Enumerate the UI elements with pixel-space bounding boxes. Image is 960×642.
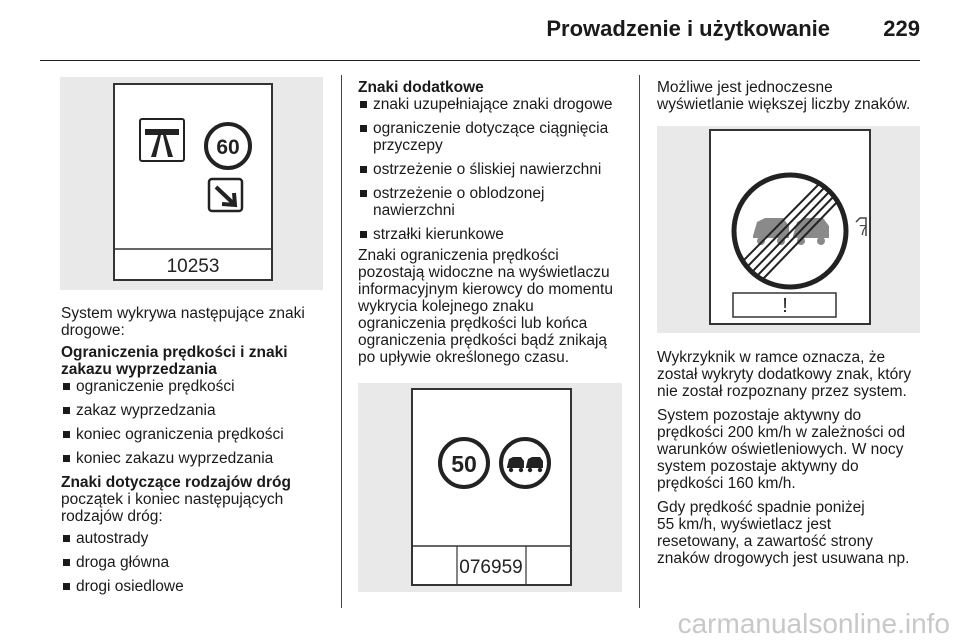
- list-item: koniec zakazu wyprzedzania: [61, 450, 331, 467]
- list-item: ograniczenie prędkości: [61, 378, 331, 395]
- page-number: 229: [883, 16, 920, 41]
- page-header-title: Prowadzenie i użytkowanie: [546, 16, 830, 41]
- end-of-no-overtaking-sign-icon: [734, 175, 846, 287]
- column-2-text: [358, 79, 634, 371]
- intro-text: System wykrywa następujące znaki drogowe:: [61, 305, 305, 339]
- display-frame: [412, 389, 571, 585]
- section-text: początek i koniec następujących rodzajów dróg:: [61, 491, 284, 525]
- column-divider: [639, 75, 640, 608]
- column-3-intro: [657, 79, 947, 118]
- speed-limit-value: 60: [216, 136, 240, 159]
- list-item: ograniczenie dotyczące ciągnięcia przyczepy: [358, 120, 634, 154]
- intro-text: Możliwe jest jednoczesne wyświetlanie większej liczby znaków.: [657, 79, 911, 113]
- speed-limit-sign-icon: [440, 439, 488, 487]
- column-3-text: [657, 349, 947, 572]
- body-paragraph: Znaki ograniczenia prędkości pozostają widoczne na wyświetlaczu informacyjnym kierowcy do momentu wykrycia kolejnego znaku ograniczenia prędkości lub końca ograniczenia prędkości bądź znikają po upływie określonego czasu.: [358, 247, 613, 366]
- list-item: zakaz wyprzedzania: [61, 402, 331, 419]
- speed-limit-value: 50: [451, 451, 477, 477]
- motorway-sign-icon: [140, 119, 184, 161]
- figure-end-of-no-overtaking: [657, 126, 920, 333]
- list-item: autostrady: [61, 530, 331, 547]
- bullet-list: [358, 96, 634, 243]
- watermark: carmanualsonline.info: [677, 608, 950, 639]
- list-item: ostrzeżenie o śliskiej nawierzchni: [358, 161, 634, 178]
- body-paragraph: System pozostaje aktywny do prędkości 200 km/h w zależności od warunków oświetleniowych. W nocy system pozostaje aktywny do prędkości 160 km/h.: [657, 407, 906, 492]
- display-frame: [114, 84, 272, 280]
- arrow-down-right-icon: [209, 179, 242, 211]
- bullet-list: [61, 530, 331, 595]
- list-item: strzałki kierunkowe: [358, 226, 634, 243]
- list-item: ostrzeżenie o oblodzonej nawierzchni: [358, 185, 634, 219]
- body-paragraph: Gdy prędkość spadnie poniżej 55 km/h, wyświetlacz jest resetowany, a zawartość strony znaków drogowych jest usuwana np.: [657, 499, 910, 567]
- side-number: 7: [859, 222, 868, 239]
- section-heading: Znaki dodatkowe: [358, 79, 484, 96]
- speed-limit-sign-icon: [206, 124, 250, 168]
- figure-display-076959: [358, 383, 622, 592]
- figure-code: 076959: [459, 557, 523, 578]
- section-heading: Ograniczenia prędkości i znaki zakazu wyprzedzania: [61, 344, 288, 378]
- header-rule: [40, 60, 920, 61]
- section-heading: Znaki dotyczące rodzajów dróg: [61, 474, 291, 491]
- list-item: drogi osiedlowe: [61, 578, 331, 595]
- no-overtaking-sign-icon: [501, 439, 549, 487]
- list-item: droga główna: [61, 554, 331, 571]
- bullet-list: [61, 378, 331, 467]
- column-1-text: [61, 305, 331, 602]
- list-item: koniec ograniczenia prędkości: [61, 426, 331, 443]
- figure-display-10253: [60, 77, 323, 290]
- list-item: znaki uzupełniające znaki drogowe: [358, 96, 634, 113]
- body-paragraph: Wykrzyknik w ramce oznacza, że został wykryty dodatkowy znak, który nie został rozpoznany przez system.: [657, 349, 912, 400]
- figure-code: 10253: [166, 256, 220, 277]
- exclamation-icon: !: [782, 295, 788, 317]
- column-divider: [341, 75, 342, 608]
